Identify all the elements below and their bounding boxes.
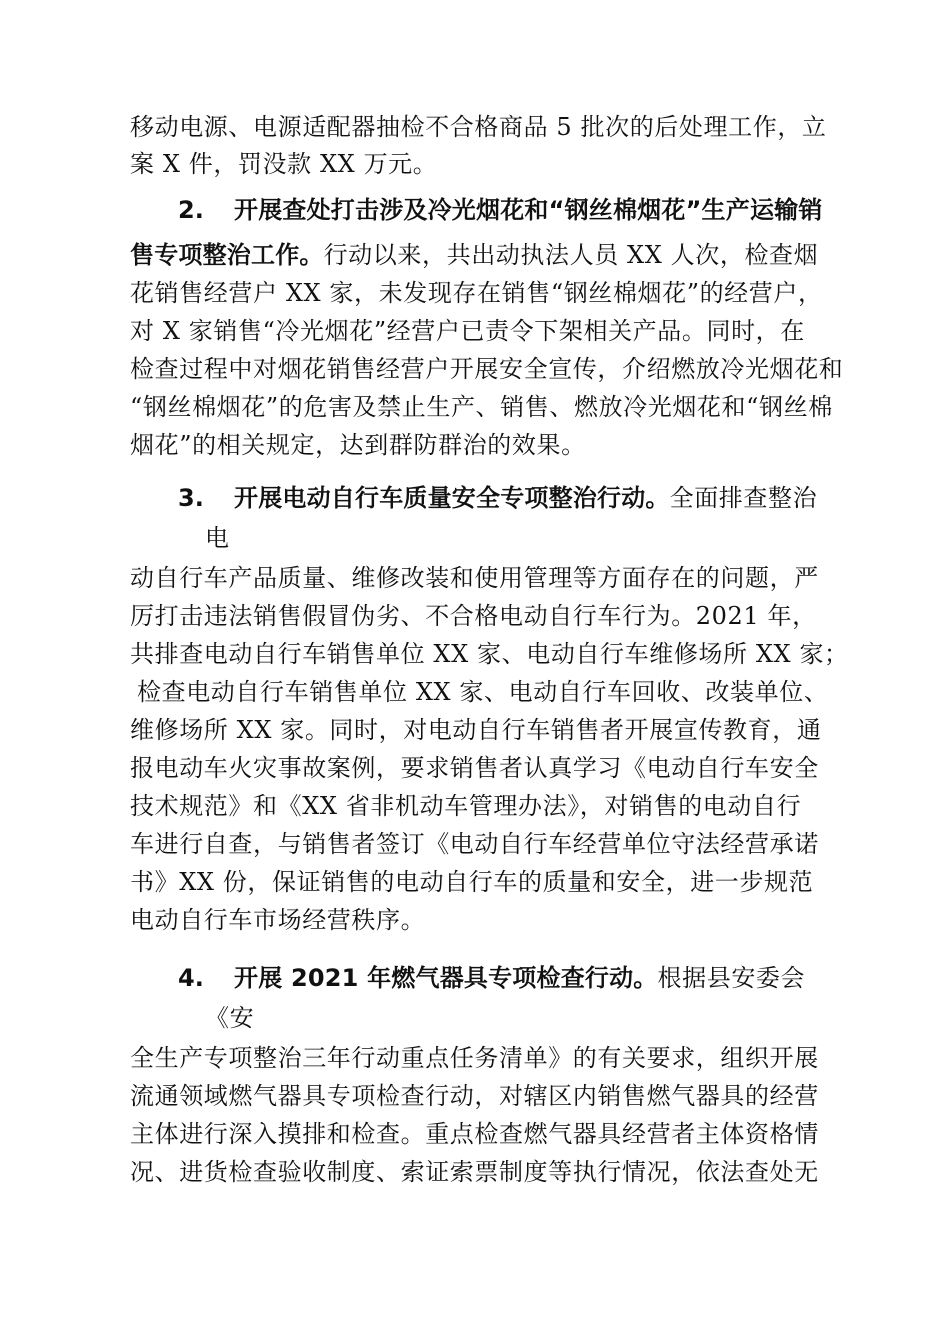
- section-2-body-first: 行动以来，共出动执法人员 XX 人次，检查烟: [323, 241, 819, 269]
- paragraph-line: 维修场所 XX 家。同时，对电动自行车销售者开展宣传教育，通: [130, 716, 822, 744]
- paragraph-line: 技术规范》和《XX 省非机动车管理办法》，对销售的电动自行: [130, 792, 802, 820]
- paragraph-line: 对 X 家销售“冷光烟花”经营户已责令下架相关产品。同时，在: [130, 317, 805, 345]
- paragraph-line: 动自行车产品质量、维修改装和使用管理等方面存在的问题，严: [130, 564, 819, 592]
- section-2-heading-continued: [130, 240, 818, 270]
- paragraph-line: 移动电源、电源适配器抽检不合格商品 5 批次的后处理工作，立: [130, 113, 827, 141]
- paragraph-line: 厉打击违法销售假冒伪劣、不合格电动自行车行为。2021 年，: [130, 602, 817, 630]
- section-4-number: 4.: [178, 964, 204, 992]
- paragraph-line: 车进行自查，与销售者签订《电动自行车经营单位守法经营承诺: [130, 830, 819, 858]
- paragraph-line: 报电动车火灾事故案例，要求销售者认真学习《电动自行车安全: [130, 754, 819, 782]
- section-3-body-first: 全面排查整治: [669, 484, 818, 512]
- paragraph-line: 电动自行车市场经营秩序。: [130, 906, 426, 934]
- paragraph-line: 花销售经营户 XX 家，未发现存在销售“钢丝棉烟花”的经营户，: [130, 279, 823, 307]
- paragraph-line: 流通领域燃气器具专项检查行动，对辖区内销售燃气器具的经营: [130, 1082, 819, 1110]
- section-2-number: 2.: [178, 196, 204, 224]
- wrapped-fragment: 电: [205, 524, 230, 552]
- section-4-heading-text: 开展 2021 年燃气器具专项检查行动。: [234, 964, 658, 992]
- section-2-heading-text: 开展查处打击涉及冷光烟花和“钢丝棉烟花”生产运输销: [234, 196, 823, 224]
- paragraph-line: 主体进行深入摸排和检查。重点检查燃气器具经营者主体资格情: [130, 1120, 819, 1148]
- section-2-heading-line2: 售专项整治工作。: [130, 241, 324, 269]
- wrapped-fragment: 《安: [205, 1004, 255, 1032]
- section-3-number: 3.: [178, 484, 204, 512]
- section-4-body-first: 根据县安委会: [657, 964, 806, 992]
- paragraph-line: 书》XX 份，保证销售的电动自行车的质量和安全，进一步规范: [130, 868, 814, 896]
- paragraph-line: 检查过程中对烟花销售经营户开展安全宣传，介绍燃放冷光烟花和: [130, 355, 844, 383]
- section-3-heading: [178, 483, 817, 514]
- section-2-heading: [178, 195, 823, 226]
- paragraph-line: 共排查电动自行车销售单位 XX 家、电动自行车维修场所 XX 家；: [130, 640, 849, 668]
- section-3-heading-text: 开展电动自行车质量安全专项整治行动。: [234, 484, 670, 512]
- paragraph-line: 全生产专项整治三年行动重点任务清单》的有关要求，组织开展: [130, 1044, 819, 1072]
- paragraph-line: 况、进货检查验收制度、索证索票制度等执行情况，依法查处无: [130, 1158, 819, 1186]
- paragraph-line: 案 X 件，罚没款 XX 万元。: [130, 150, 438, 178]
- paragraph-line: 检查电动自行车销售单位 XX 家、电动自行车回收、改装单位、: [137, 678, 829, 706]
- paragraph-line: “钢丝棉烟花”的危害及禁止生产、销售、燃放冷光烟花和“钢丝棉: [130, 393, 833, 421]
- section-4-heading: [178, 963, 805, 994]
- paragraph-line: 烟花”的相关规定，达到群防群治的效果。: [130, 431, 586, 459]
